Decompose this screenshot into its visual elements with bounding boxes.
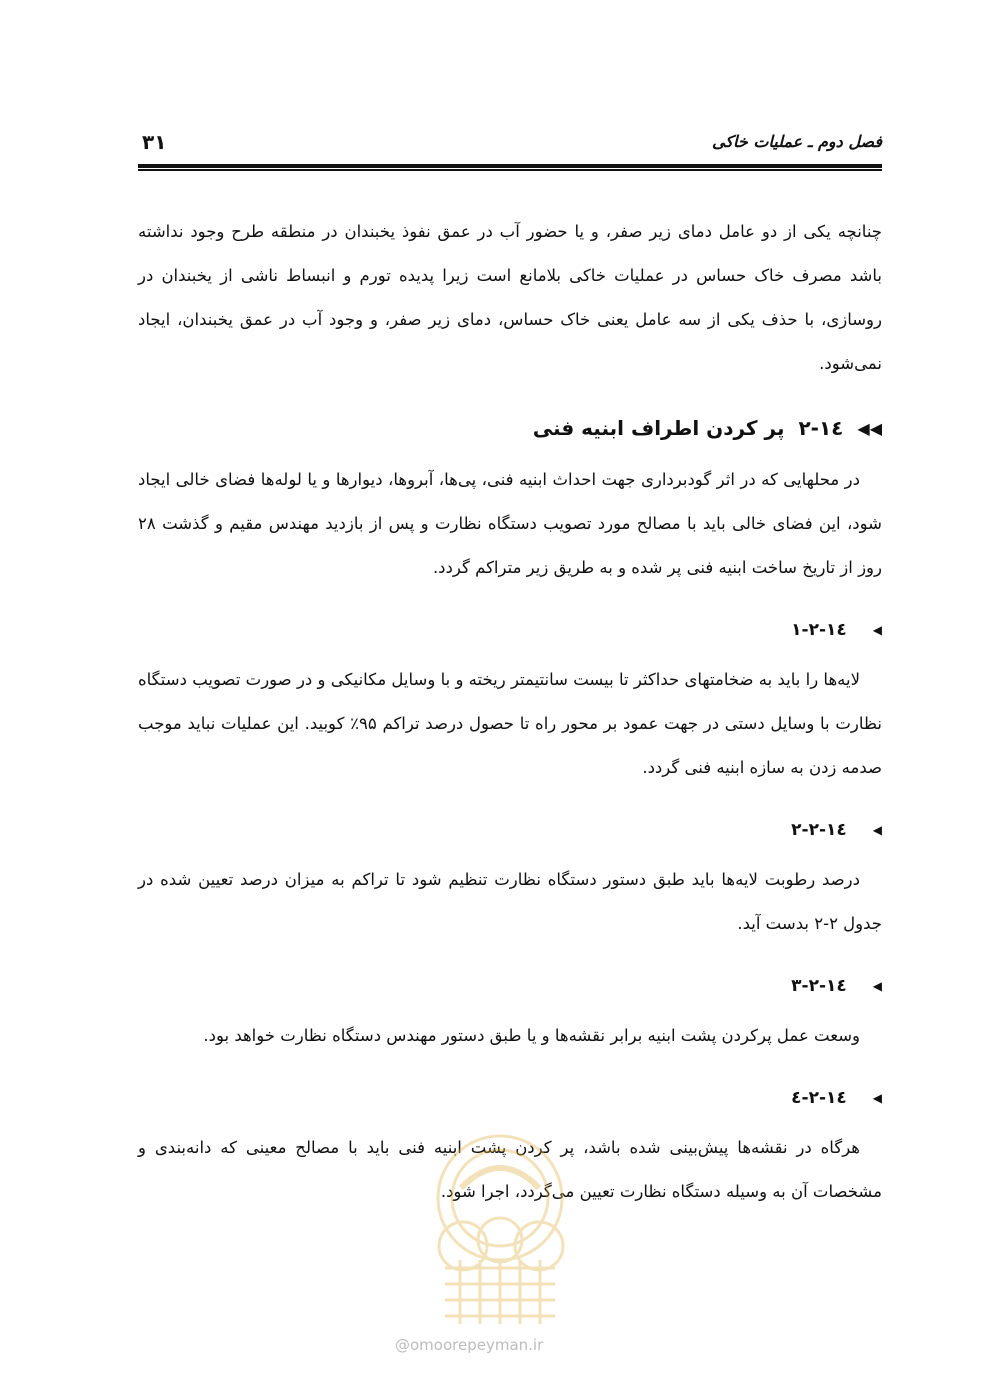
section-number: ۲-۱٤ bbox=[798, 416, 844, 440]
section-heading bbox=[138, 416, 882, 440]
subsection-paragraph: لایه‌ها را باید به ضخامتهای حداکثر تا بیست سانتیمتر ریخته و با وسایل مکانیکی و در صورت تصویب دستگاه نظارت با وسایل دستی در جهت عمود بر محور راه تا حصول درصد تراکم ۹۵٪ کوبید. این عملیات نباید موجب صدمه زدن به سازه ابنیه فنی گردد. bbox=[138, 670, 882, 777]
subsection-number: ۲-۱٤-۳ bbox=[791, 976, 847, 996]
arrow-icon: ◀ bbox=[872, 823, 882, 837]
page-header bbox=[138, 126, 882, 166]
subsection-heading bbox=[138, 812, 882, 848]
subsection-paragraph: درصد رطوبت لایه‌ها باید طبق دستور دستگاه نظارت تنظیم شود تا تراکم به میزان درصد تعیین شده در جدول ۲-۲ بدست آید. bbox=[138, 870, 882, 933]
subsection-paragraph: وسعت عمل پرکردن پشت ابنیه برابر نقشه‌ها و یا طبق دستور مهندس دستگاه نظارت خواهد بود. bbox=[203, 1026, 860, 1045]
page-body bbox=[138, 210, 882, 1214]
arrow-icon: ◀ bbox=[872, 1091, 882, 1105]
subsection-heading bbox=[138, 968, 882, 1004]
subsection-heading bbox=[138, 612, 882, 648]
intro-paragraph: چنانچه یکی از دو عامل دمای زیر صفر، و یا حضور آب در عمق نفوذ یخبندان در منطقه طرح وجود نداشته باشد مصرف خاک حساس در عملیات خاکی بلامانع است زیرا پدیده تورم و انبساط ناشی از یخبندان در روسازی، با حذف یکی از سه عامل یعنی خاک حساس، دمای زیر صفر، و وجود آب در عمق یخبندان، ایجاد نمی‌شود. bbox=[138, 222, 882, 373]
subsection-number: ۲-۱٤-۲ bbox=[791, 820, 847, 840]
subsection-number: ۲-۱٤-٤ bbox=[791, 1088, 847, 1108]
subsection-number: ۲-۱٤-۱ bbox=[791, 620, 847, 640]
double-arrow-icon: ◀◀ bbox=[857, 418, 882, 438]
subsection-paragraph: هرگاه در نقشه‌ها پیش‌بینی شده باشد، پر کردن پشت ابنیه فنی باید با مصالح معینی که دانه‌بندی و مشخصات آن به وسیله دستگاه نظارت تعیین می‌گردد، اجرا شود. bbox=[138, 1138, 882, 1201]
chapter-title: فصل دوم ـ عملیات خاکی bbox=[712, 132, 882, 151]
section-title: پر کردن اطراف ابنیه فنی bbox=[532, 416, 785, 440]
watermark-logo-icon bbox=[405, 1128, 595, 1328]
arrow-icon: ◀ bbox=[872, 623, 882, 637]
header-divider bbox=[138, 164, 882, 171]
watermark-caption: @omoorepeyman.ir bbox=[395, 1336, 544, 1354]
section-paragraph: در محلهایی که در اثر گودبرداری جهت احداث ابنیه فنی، پی‌ها، آبروها، دیوارها و یا لوله‌ها فضای خالی ایجاد شود، این فضای خالی باید با مصالح مورد تصویب دستگاه نظارت و پس از بازدید مهندس مقیم و گذشت ۲۸ روز از تاریخ ساخت ابنیه فنی پر شده و به طریق زیر متراکم گردد. bbox=[138, 470, 882, 577]
page-number: ۳۱ bbox=[142, 130, 167, 154]
subsection-heading bbox=[138, 1080, 882, 1116]
arrow-icon: ◀ bbox=[872, 979, 882, 993]
